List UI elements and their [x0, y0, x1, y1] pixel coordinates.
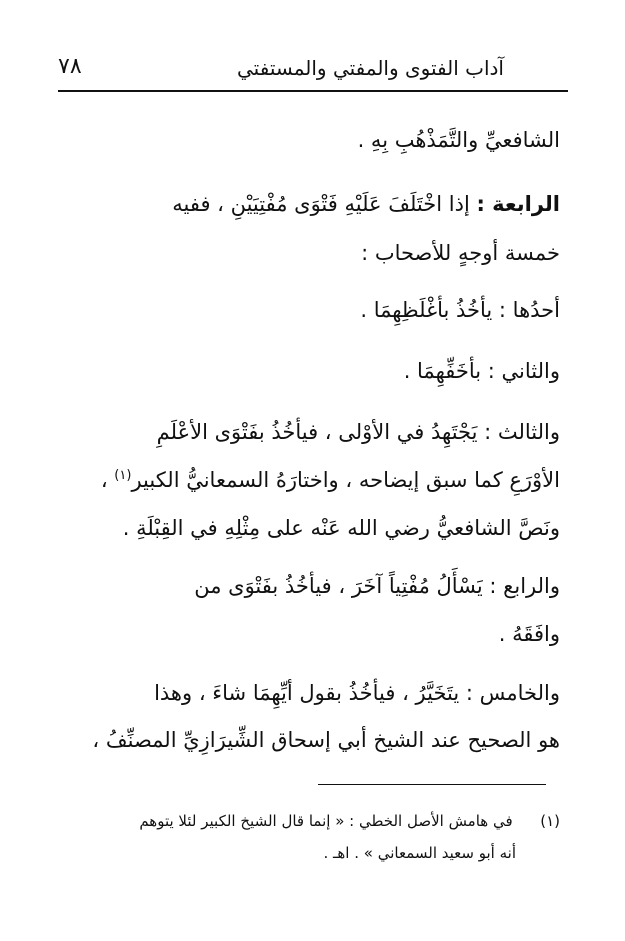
running-title: آداب الفتوى والمفتي والمستفتي	[237, 56, 504, 80]
page-header	[58, 50, 568, 92]
footnote-line	[139, 812, 560, 830]
page-number: ٧٨	[58, 54, 82, 79]
text-line: والرابع : يَسْأَلُ مُفْتِياً آخَرَ ، فيأخُذُ بفَتْوَى من	[194, 574, 560, 598]
text-span: إذا اخْتَلَفَ عَلَيْهِ فَتْوَى مُفْتِيَيْنِ ، ففيه	[172, 192, 470, 216]
footnote-divider	[318, 784, 546, 785]
text-line: ونَصَّ الشافعيُّ رضي الله عَنْه على مِثْلِهِ في القِبْلَةِ .	[122, 516, 560, 540]
text-line: الشافعيِّ والتَّمَذْهُبِ بِهِ .	[357, 128, 560, 152]
text-line: هو الصحيح عند الشيخ أبي إسحاق الشِّيرَازِيِّ المصنِّفُ ،	[92, 728, 560, 752]
text-line: وافَقَهُ .	[498, 622, 560, 646]
text-line: والخامس : يتَخَيَّرُ ، فيأخُذُ بقول أيِّهِمَا شاءَ ، وهذا	[154, 681, 560, 705]
footnote	[70, 812, 560, 872]
text-span: الأوْرَعِ كما سبق إيضاحه ، واختارَهُ السمعانيُّ الكبير	[131, 468, 560, 492]
footnote-text: في هامش الأصل الخطي : « إنما قال الشيخ الكبير لئلا يتوهم	[139, 812, 513, 830]
footnote-marker: (١)	[540, 812, 560, 830]
text-line	[172, 192, 560, 216]
text-line: أحدُها : يأخُذُ بأغْلَظِهِمَا .	[360, 298, 560, 322]
text-span: ،	[100, 468, 115, 492]
text-line: خمسة أوجهٍ للأصحاب :	[361, 241, 560, 265]
text-line	[101, 468, 560, 492]
main-text	[60, 128, 560, 768]
text-line: والثالث : يَجْتَهِدُ في الأوْلى ، فيأخُذُ بفَتْوَى الأعْلَمِ	[156, 420, 560, 444]
footnote-line: أنه أبو سعيد السمعاني » . اهـ .	[323, 844, 516, 862]
section-label: الرابعة :	[476, 192, 560, 216]
footnote-reference: (١)	[114, 468, 132, 483]
text-line: والثاني : بأخَفِّهِمَا .	[403, 359, 560, 383]
